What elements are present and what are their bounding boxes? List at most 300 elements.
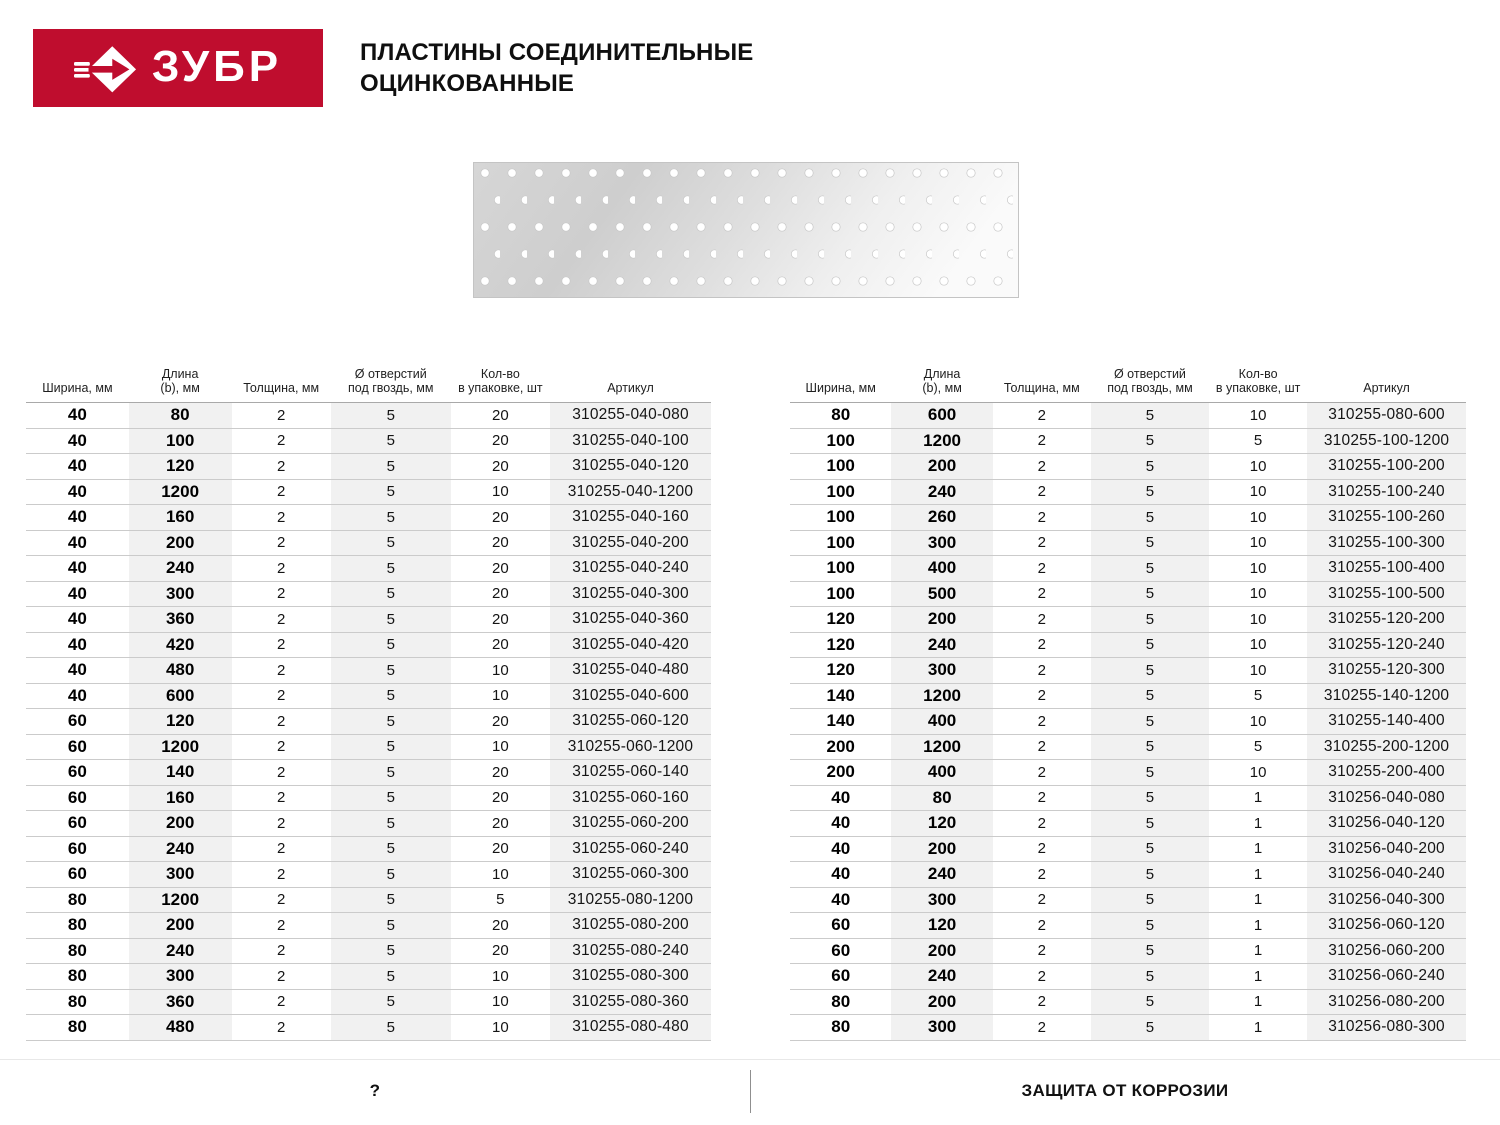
table-cell: 60 — [790, 964, 891, 990]
table-cell: 5 — [331, 734, 451, 760]
table-cell: 80 — [790, 1015, 891, 1041]
table-row — [26, 403, 711, 429]
spec-table-left — [26, 356, 711, 1041]
table-cell: 160 — [129, 505, 232, 531]
table-cell: 5 — [331, 505, 451, 531]
table-body-right — [790, 403, 1466, 1041]
table-cell: 1200 — [891, 734, 992, 760]
zubr-arrow-icon — [74, 42, 140, 94]
table-cell: 20 — [451, 938, 550, 964]
table-cell: 1 — [1209, 913, 1307, 939]
table-row — [26, 709, 711, 735]
table-cell: 310255-100-400 — [1307, 556, 1466, 582]
table-cell: 120 — [891, 811, 992, 837]
table-cell: 5 — [331, 811, 451, 837]
table-cell: 10 — [451, 479, 550, 505]
table-cell: 20 — [451, 607, 550, 633]
table-row — [790, 683, 1466, 709]
table-cell: 2 — [232, 709, 331, 735]
table-cell: 10 — [451, 683, 550, 709]
table-cell: 100 — [790, 581, 891, 607]
table-cell: 5 — [1091, 862, 1209, 888]
table-header-row-container — [790, 356, 1466, 403]
table-cell: 40 — [790, 862, 891, 888]
table-cell: 2 — [993, 581, 1091, 607]
table-cell: 2 — [232, 785, 331, 811]
table-cell: 310255-100-240 — [1307, 479, 1466, 505]
table-cell: 2 — [993, 530, 1091, 556]
table-cell: 80 — [891, 785, 992, 811]
table-row — [790, 734, 1466, 760]
table-cell: 40 — [26, 479, 129, 505]
table-cell: 1 — [1209, 811, 1307, 837]
table-cell: 300 — [891, 530, 992, 556]
table-cell: 100 — [790, 556, 891, 582]
table-cell: 300 — [129, 581, 232, 607]
table-cell: 300 — [891, 887, 992, 913]
table-cell: 10 — [451, 862, 550, 888]
column-header: Ширина, мм — [790, 356, 891, 403]
table-cell: 60 — [26, 785, 129, 811]
table-cell: 10 — [1209, 632, 1307, 658]
table-row — [790, 1015, 1466, 1041]
table-row — [790, 989, 1466, 1015]
table-cell: 5 — [1091, 836, 1209, 862]
table-cell: 60 — [26, 862, 129, 888]
table-cell: 5 — [1091, 938, 1209, 964]
spec-table-right — [790, 356, 1466, 1041]
table-cell: 20 — [451, 811, 550, 837]
table-cell: 240 — [129, 836, 232, 862]
brand-name: ЗУБР — [151, 42, 283, 91]
table-header-row — [26, 356, 711, 403]
table-row — [790, 709, 1466, 735]
table-cell: 300 — [129, 862, 232, 888]
table-row — [790, 760, 1466, 786]
table-cell: 10 — [1209, 454, 1307, 480]
table-cell: 2 — [993, 836, 1091, 862]
table-cell: 2 — [232, 760, 331, 786]
table-cell: 1200 — [129, 887, 232, 913]
table-cell: 2 — [232, 811, 331, 837]
column-header: Артикул — [550, 356, 711, 403]
table-cell: 40 — [26, 505, 129, 531]
table-cell: 310255-100-300 — [1307, 530, 1466, 556]
table-cell: 240 — [891, 964, 992, 990]
table-cell: 120 — [891, 913, 992, 939]
table-cell: 2 — [993, 632, 1091, 658]
table-cell: 2 — [993, 989, 1091, 1015]
table-row — [790, 785, 1466, 811]
column-header: Длина (b), мм — [129, 356, 232, 403]
table-row — [26, 811, 711, 837]
table-cell: 60 — [26, 836, 129, 862]
table-row — [790, 581, 1466, 607]
table-cell: 10 — [451, 734, 550, 760]
table-cell: 310255-100-1200 — [1307, 428, 1466, 454]
table-cell: 5 — [331, 989, 451, 1015]
table-cell: 310255-100-260 — [1307, 505, 1466, 531]
table-cell: 480 — [129, 658, 232, 684]
table-cell: 5 — [1091, 683, 1209, 709]
table-cell: 120 — [129, 454, 232, 480]
table-cell: 2 — [993, 811, 1091, 837]
column-header: Толщина, мм — [232, 356, 331, 403]
table-cell: 40 — [26, 556, 129, 582]
table-cell: 310255-040-080 — [550, 403, 711, 429]
table-cell: 310255-080-1200 — [550, 887, 711, 913]
table-cell: 20 — [451, 530, 550, 556]
table-cell: 310255-120-300 — [1307, 658, 1466, 684]
table-row — [26, 581, 711, 607]
table-cell: 40 — [26, 607, 129, 633]
table-cell: 10 — [1209, 505, 1307, 531]
table-cell: 310255-080-360 — [550, 989, 711, 1015]
table-cell: 240 — [891, 479, 992, 505]
table-row — [26, 505, 711, 531]
table-row — [26, 785, 711, 811]
table-cell: 40 — [26, 683, 129, 709]
table-cell: 2 — [993, 658, 1091, 684]
table-cell: 5 — [1091, 632, 1209, 658]
table-cell: 10 — [451, 658, 550, 684]
table-cell: 120 — [129, 709, 232, 735]
table-cell: 310255-060-240 — [550, 836, 711, 862]
table-cell: 200 — [129, 811, 232, 837]
table-cell: 2 — [232, 530, 331, 556]
table-cell: 1 — [1209, 887, 1307, 913]
table-cell: 60 — [26, 811, 129, 837]
table-cell: 310256-040-300 — [1307, 887, 1466, 913]
table-cell: 310255-080-200 — [550, 913, 711, 939]
table-cell: 240 — [129, 556, 232, 582]
table-cell: 2 — [232, 403, 331, 429]
table-cell: 10 — [1209, 479, 1307, 505]
table-cell: 5 — [1091, 1015, 1209, 1041]
table-cell: 5 — [331, 581, 451, 607]
table-row — [26, 683, 711, 709]
table-row — [790, 530, 1466, 556]
table-cell: 10 — [1209, 530, 1307, 556]
table-cell: 2 — [993, 454, 1091, 480]
table-cell: 310255-040-300 — [550, 581, 711, 607]
table-row — [790, 887, 1466, 913]
table-cell: 5 — [331, 836, 451, 862]
table-cell: 2 — [232, 1015, 331, 1041]
table-cell: 1200 — [129, 734, 232, 760]
table-cell: 40 — [26, 581, 129, 607]
table-cell: 120 — [790, 607, 891, 633]
table-cell: 5 — [1091, 734, 1209, 760]
table-cell: 80 — [790, 989, 891, 1015]
table-cell: 5 — [331, 556, 451, 582]
table-cell: 5 — [1091, 403, 1209, 429]
table-row — [26, 760, 711, 786]
table-cell: 10 — [1209, 581, 1307, 607]
table-cell: 5 — [1091, 658, 1209, 684]
table-cell: 240 — [891, 862, 992, 888]
table-cell: 5 — [1091, 811, 1209, 837]
table-cell: 10 — [1209, 403, 1307, 429]
table-cell: 2 — [993, 913, 1091, 939]
table-cell: 2 — [993, 887, 1091, 913]
table-cell: 2 — [993, 505, 1091, 531]
table-cell: 310255-060-300 — [550, 862, 711, 888]
product-photo-plate — [473, 162, 1019, 298]
table-cell: 200 — [891, 836, 992, 862]
table-cell: 5 — [331, 530, 451, 556]
footer-rule — [0, 1059, 1500, 1060]
table-cell: 2 — [232, 505, 331, 531]
table-cell: 5 — [1209, 683, 1307, 709]
table-cell: 1200 — [891, 683, 992, 709]
table-row — [790, 479, 1466, 505]
table-cell: 2 — [993, 607, 1091, 633]
table-cell: 310255-060-200 — [550, 811, 711, 837]
table-cell: 40 — [790, 836, 891, 862]
table-cell: 100 — [790, 505, 891, 531]
table-cell: 2 — [993, 785, 1091, 811]
table-cell: 2 — [232, 989, 331, 1015]
table-cell: 5 — [1091, 887, 1209, 913]
table-cell: 5 — [1091, 607, 1209, 633]
table-cell: 5 — [331, 403, 451, 429]
table-cell: 20 — [451, 403, 550, 429]
table-row — [26, 964, 711, 990]
table-cell: 310256-060-200 — [1307, 938, 1466, 964]
table-cell: 310256-040-120 — [1307, 811, 1466, 837]
table-cell: 60 — [26, 760, 129, 786]
table-cell: 5 — [1091, 530, 1209, 556]
table-row — [26, 887, 711, 913]
table-cell: 2 — [993, 683, 1091, 709]
table-cell: 310255-040-600 — [550, 683, 711, 709]
table-cell: 310256-080-200 — [1307, 989, 1466, 1015]
table-cell: 5 — [331, 887, 451, 913]
table-cell: 2 — [232, 479, 331, 505]
table-row — [26, 428, 711, 454]
footer-left-label: ? — [369, 1081, 381, 1100]
table-cell: 310255-120-240 — [1307, 632, 1466, 658]
table-header-row-container — [26, 356, 711, 403]
table-cell: 160 — [129, 785, 232, 811]
table-cell: 5 — [331, 709, 451, 735]
table-cell: 10 — [1209, 607, 1307, 633]
table-row — [790, 862, 1466, 888]
table-cell: 310255-200-400 — [1307, 760, 1466, 786]
table-cell: 310256-060-120 — [1307, 913, 1466, 939]
table-cell: 2 — [993, 964, 1091, 990]
table-cell: 300 — [891, 658, 992, 684]
table-cell: 310255-060-120 — [550, 709, 711, 735]
table-cell: 200 — [891, 938, 992, 964]
table-cell: 20 — [451, 505, 550, 531]
table-cell: 1 — [1209, 964, 1307, 990]
table-cell: 5 — [1091, 581, 1209, 607]
table-cell: 5 — [331, 862, 451, 888]
table-row — [790, 403, 1466, 429]
table-row — [26, 556, 711, 582]
table-cell: 100 — [790, 454, 891, 480]
table-cell: 60 — [790, 938, 891, 964]
table-cell: 40 — [26, 403, 129, 429]
table-row — [26, 734, 711, 760]
table-cell: 310256-040-240 — [1307, 862, 1466, 888]
table-cell: 2 — [232, 632, 331, 658]
table-cell: 2 — [232, 836, 331, 862]
table-row — [26, 479, 711, 505]
column-header: Кол-во в упаковке, шт — [1209, 356, 1307, 403]
table-cell: 1200 — [891, 428, 992, 454]
table-cell: 5 — [1091, 964, 1209, 990]
table-row — [790, 607, 1466, 633]
table-cell: 140 — [790, 683, 891, 709]
table-cell: 420 — [129, 632, 232, 658]
table-cell: 310255-120-200 — [1307, 607, 1466, 633]
table-cell: 5 — [331, 607, 451, 633]
table-cell: 20 — [451, 760, 550, 786]
table-cell: 310256-060-240 — [1307, 964, 1466, 990]
table-cell: 2 — [232, 734, 331, 760]
table-cell: 310255-080-480 — [550, 1015, 711, 1041]
table-cell: 200 — [891, 454, 992, 480]
table-cell: 2 — [993, 709, 1091, 735]
table-row — [26, 862, 711, 888]
table-cell: 5 — [331, 785, 451, 811]
table-row — [790, 658, 1466, 684]
column-header: Кол-во в упаковке, шт — [451, 356, 550, 403]
table-cell: 310255-080-300 — [550, 964, 711, 990]
table-cell: 2 — [993, 760, 1091, 786]
table-cell: 2 — [993, 403, 1091, 429]
table-cell: 480 — [129, 1015, 232, 1041]
table-cell: 260 — [891, 505, 992, 531]
table-cell: 10 — [1209, 658, 1307, 684]
table-cell: 20 — [451, 556, 550, 582]
table-row — [26, 607, 711, 633]
table-cell: 2 — [232, 658, 331, 684]
plate-image — [473, 162, 1019, 298]
table-cell: 5 — [331, 760, 451, 786]
table-cell: 240 — [891, 632, 992, 658]
table-cell: 40 — [26, 658, 129, 684]
table-cell: 600 — [129, 683, 232, 709]
table-cell: 1 — [1209, 989, 1307, 1015]
table-row — [790, 454, 1466, 480]
table-cell: 40 — [26, 632, 129, 658]
table-cell: 360 — [129, 607, 232, 633]
table-cell: 5 — [331, 1015, 451, 1041]
table-cell: 40 — [790, 785, 891, 811]
table-cell: 5 — [331, 964, 451, 990]
table-cell: 310255-080-240 — [550, 938, 711, 964]
table-cell: 2 — [232, 964, 331, 990]
table-cell: 240 — [129, 938, 232, 964]
column-header: Ø отверстий под гвоздь, мм — [331, 356, 451, 403]
table-cell: 2 — [993, 479, 1091, 505]
table-cell: 5 — [451, 887, 550, 913]
table-row — [790, 505, 1466, 531]
table-cell: 360 — [129, 989, 232, 1015]
table-cell: 310255-080-600 — [1307, 403, 1466, 429]
table-cell: 2 — [993, 734, 1091, 760]
table-cell: 20 — [451, 709, 550, 735]
table-cell: 5 — [1091, 428, 1209, 454]
table-cell: 80 — [26, 913, 129, 939]
table-cell: 300 — [129, 964, 232, 990]
table-cell: 100 — [790, 428, 891, 454]
page-title — [360, 37, 754, 99]
table-cell: 60 — [26, 734, 129, 760]
table-row — [790, 428, 1466, 454]
table-cell: 120 — [790, 658, 891, 684]
zubr-logo — [33, 29, 323, 107]
column-header: Ширина, мм — [26, 356, 129, 403]
table-cell: 140 — [129, 760, 232, 786]
table-cell: 310255-060-140 — [550, 760, 711, 786]
table-cell: 40 — [790, 811, 891, 837]
table-cell: 310256-040-080 — [1307, 785, 1466, 811]
table-cell: 40 — [26, 428, 129, 454]
table-cell: 5 — [331, 683, 451, 709]
table-row — [26, 938, 711, 964]
table-cell: 80 — [790, 403, 891, 429]
table-cell: 10 — [451, 989, 550, 1015]
table-cell: 1 — [1209, 785, 1307, 811]
table-row — [790, 913, 1466, 939]
table-cell: 200 — [129, 913, 232, 939]
table-cell: 80 — [26, 938, 129, 964]
table-row — [26, 454, 711, 480]
column-header: Артикул — [1307, 356, 1466, 403]
table-cell: 310255-100-500 — [1307, 581, 1466, 607]
table-cell: 140 — [790, 709, 891, 735]
table-cell: 10 — [451, 1015, 550, 1041]
table-row — [26, 913, 711, 939]
table-cell: 10 — [1209, 556, 1307, 582]
table-cell: 400 — [891, 709, 992, 735]
table-cell: 2 — [993, 1015, 1091, 1041]
table-row — [790, 556, 1466, 582]
table-cell: 60 — [790, 913, 891, 939]
table-row — [26, 632, 711, 658]
table-cell: 2 — [232, 862, 331, 888]
table-cell: 310255-040-160 — [550, 505, 711, 531]
table-cell: 100 — [790, 530, 891, 556]
table-cell: 120 — [790, 632, 891, 658]
column-header: Ø отверстий под гвоздь, мм — [1091, 356, 1209, 403]
table-cell: 2 — [232, 556, 331, 582]
table-cell: 310255-040-200 — [550, 530, 711, 556]
table-cell: 60 — [26, 709, 129, 735]
table-cell: 310255-040-240 — [550, 556, 711, 582]
table-cell: 2 — [993, 556, 1091, 582]
page-title-line1: ПЛАСТИНЫ СОЕДИНИТЕЛЬНЫЕ — [360, 39, 754, 66]
table-cell: 5 — [1091, 454, 1209, 480]
table-cell: 80 — [26, 989, 129, 1015]
table-cell: 310256-040-200 — [1307, 836, 1466, 862]
table-cell: 5 — [1091, 479, 1209, 505]
table-cell: 2 — [993, 862, 1091, 888]
table-cell: 5 — [1091, 785, 1209, 811]
table-cell: 310255-040-420 — [550, 632, 711, 658]
table-cell: 5 — [1091, 556, 1209, 582]
table-cell: 2 — [232, 938, 331, 964]
table-cell: 100 — [129, 428, 232, 454]
column-header: Толщина, мм — [993, 356, 1091, 403]
table-cell: 80 — [129, 403, 232, 429]
table-cell: 1200 — [129, 479, 232, 505]
